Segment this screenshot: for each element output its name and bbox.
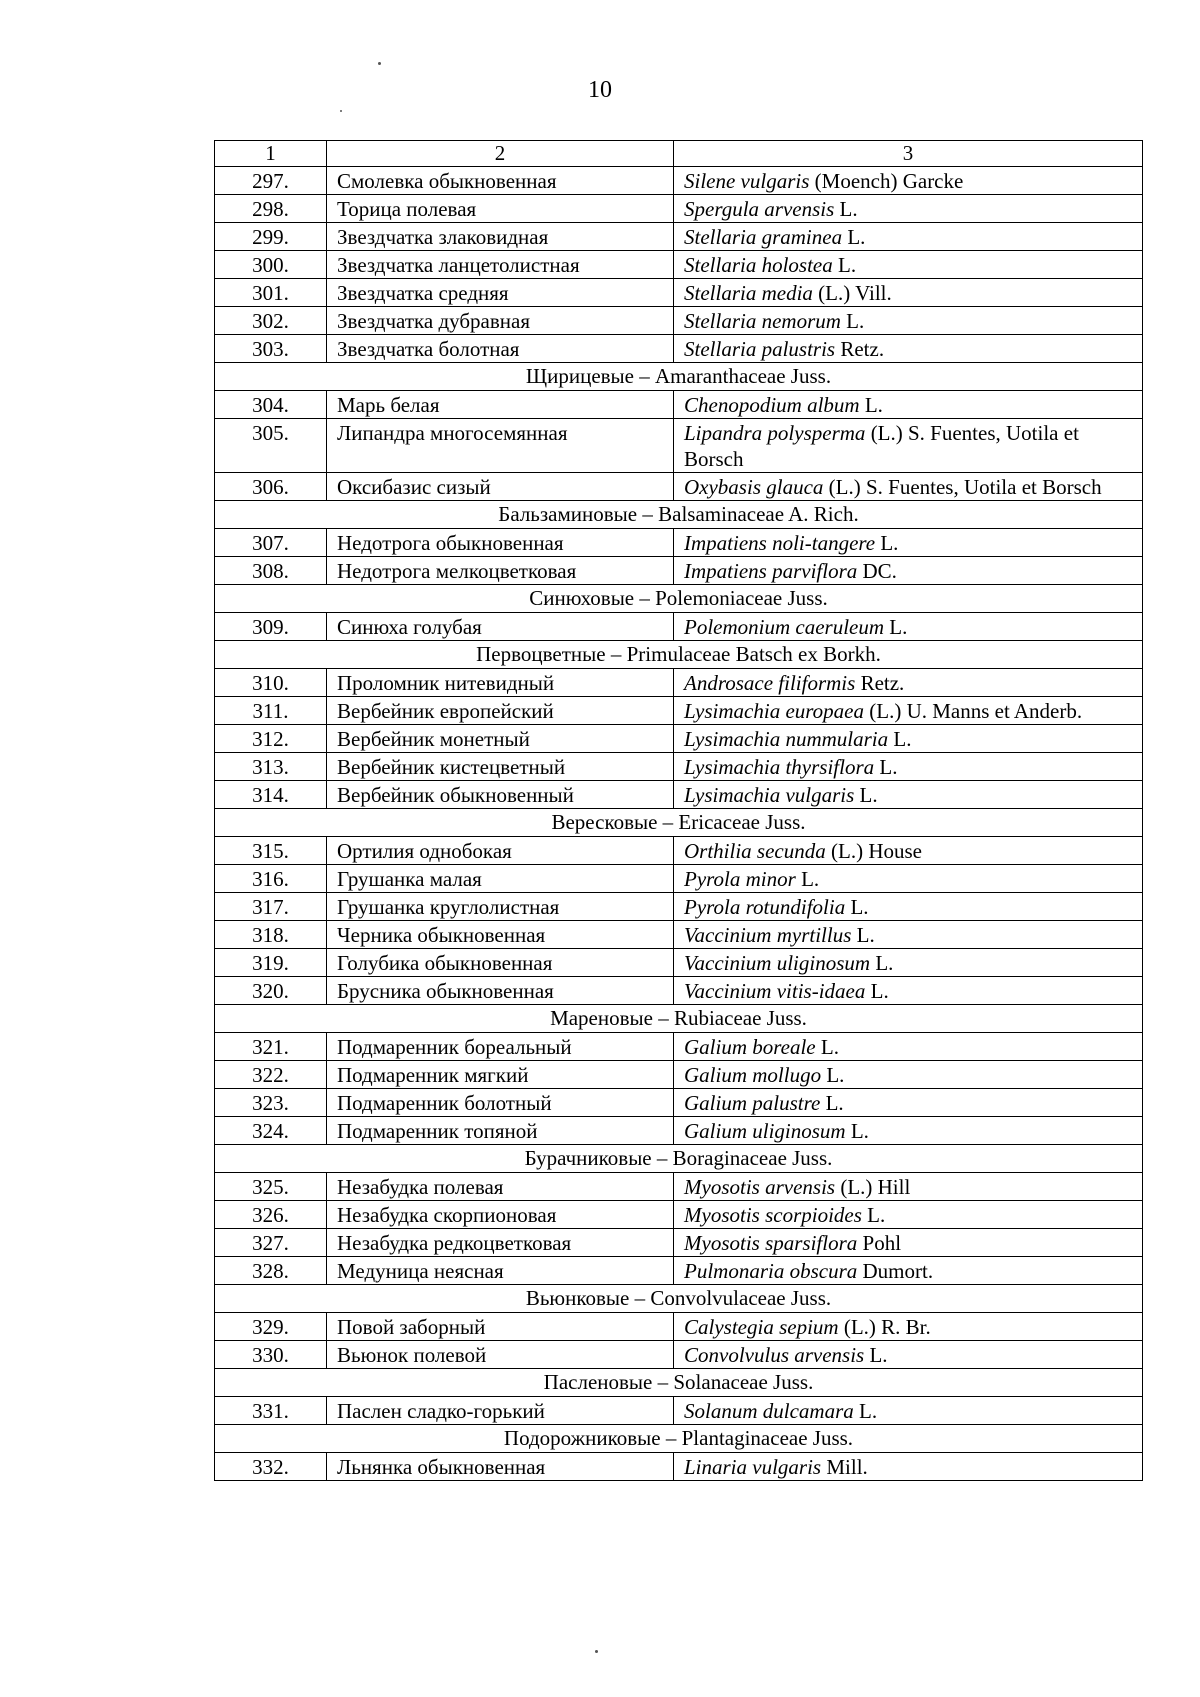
russian-name: Подмаренник топяной <box>327 1117 674 1145</box>
table-row <box>215 1033 1143 1061</box>
family-row <box>215 1145 1143 1173</box>
table-row <box>215 1173 1143 1201</box>
column-header-latin-name: 3 <box>674 141 1143 167</box>
species-number: 307. <box>215 529 327 557</box>
family-row <box>215 1005 1143 1033</box>
species-number: 320. <box>215 977 327 1005</box>
table-row <box>215 865 1143 893</box>
species-number: 311. <box>215 697 327 725</box>
table-row <box>215 949 1143 977</box>
russian-name: Вербейник европейский <box>327 697 674 725</box>
latin-name <box>674 223 1143 251</box>
latin-binomial: Myosotis arvensis <box>684 1175 836 1199</box>
table-row <box>215 669 1143 697</box>
header-row <box>215 141 1143 167</box>
table-row <box>215 167 1143 195</box>
family-heading: Мареновые – Rubiaceae Juss. <box>215 1005 1143 1033</box>
family-heading: Первоцветные – Primulaceae Batsch ex Borkh. <box>215 641 1143 669</box>
latin-binomial: Lysimachia vulgaris <box>684 783 855 807</box>
taxon-author: L. <box>879 755 898 779</box>
taxon-author: (L.) R. Br. <box>843 1315 931 1339</box>
species-number: 310. <box>215 669 327 697</box>
russian-name: Брусника обыкновенная <box>327 977 674 1005</box>
table-body <box>215 167 1143 1481</box>
species-number: 304. <box>215 391 327 419</box>
taxon-author: (L.) House <box>831 839 922 863</box>
column-header-number: 1 <box>215 141 327 167</box>
latin-name <box>674 1313 1143 1341</box>
russian-name: Торица полевая <box>327 195 674 223</box>
russian-name: Звездчатка ланцетолистная <box>327 251 674 279</box>
latin-name <box>674 1061 1143 1089</box>
latin-binomial: Pyrola rotundifolia <box>684 895 846 919</box>
table-row <box>215 921 1143 949</box>
species-number: 326. <box>215 1201 327 1229</box>
russian-name: Незабудка полевая <box>327 1173 674 1201</box>
latin-name <box>674 1257 1143 1285</box>
species-number: 318. <box>215 921 327 949</box>
russian-name: Ортилия однобокая <box>327 837 674 865</box>
russian-name: Звездчатка злаковидная <box>327 223 674 251</box>
latin-name <box>674 977 1143 1005</box>
taxon-author: L. <box>889 615 908 639</box>
table-row <box>215 1397 1143 1425</box>
latin-name <box>674 1117 1143 1145</box>
taxon-author: Retz. <box>860 671 905 695</box>
species-number: 325. <box>215 1173 327 1201</box>
russian-name: Звездчатка болотная <box>327 335 674 363</box>
latin-binomial: Silene vulgaris <box>684 169 810 193</box>
table-row <box>215 557 1143 585</box>
latin-binomial: Polemonium caeruleum <box>684 615 885 639</box>
latin-binomial: Pyrola minor <box>684 867 796 891</box>
latin-binomial: Androsace filiformis <box>684 671 856 695</box>
taxon-author: Mill. <box>826 1455 868 1479</box>
species-number: 309. <box>215 613 327 641</box>
species-number: 305. <box>215 419 327 473</box>
latin-name <box>674 419 1143 473</box>
family-heading: Щирицевые – Amaranthaceae Juss. <box>215 363 1143 391</box>
latin-name <box>674 335 1143 363</box>
taxon-author: L. <box>867 1203 886 1227</box>
russian-name: Вербейник монетный <box>327 725 674 753</box>
latin-name <box>674 893 1143 921</box>
table-row <box>215 781 1143 809</box>
family-heading: Вересковые – Ericaceae Juss. <box>215 809 1143 837</box>
taxon-author: (Moench) Garcke <box>814 169 964 193</box>
species-number: 313. <box>215 753 327 781</box>
family-row <box>215 1425 1143 1453</box>
taxon-author: L. <box>825 1091 844 1115</box>
latin-binomial: Stellaria holostea <box>684 253 833 277</box>
table-row <box>215 977 1143 1005</box>
latin-name <box>674 1453 1143 1481</box>
latin-binomial: Orthilia secunda <box>684 839 826 863</box>
latin-binomial: Galium uliginosum <box>684 1119 846 1143</box>
russian-name: Вербейник кистецветный <box>327 753 674 781</box>
latin-binomial: Pulmonaria obscura <box>684 1259 858 1283</box>
latin-binomial: Oxybasis glauca <box>684 475 824 499</box>
latin-name <box>674 1089 1143 1117</box>
species-number: 308. <box>215 557 327 585</box>
latin-name <box>674 1229 1143 1257</box>
taxon-author: L. <box>859 783 878 807</box>
taxon-author: L. <box>801 867 820 891</box>
species-number: 302. <box>215 307 327 335</box>
latin-name <box>674 1173 1143 1201</box>
family-row <box>215 1369 1143 1397</box>
species-number: 329. <box>215 1313 327 1341</box>
russian-name: Грушанка малая <box>327 865 674 893</box>
species-number: 299. <box>215 223 327 251</box>
russian-name: Недотрога мелкоцветковая <box>327 557 674 585</box>
russian-name: Подмаренник мягкий <box>327 1061 674 1089</box>
taxon-author: (L.) U. Manns et Anderb. <box>869 699 1083 723</box>
family-row <box>215 1285 1143 1313</box>
latin-name <box>674 529 1143 557</box>
latin-name <box>674 1033 1143 1061</box>
taxon-author: L. <box>875 951 894 975</box>
species-number: 321. <box>215 1033 327 1061</box>
taxon-author: L. <box>864 393 883 417</box>
table-row <box>215 613 1143 641</box>
table-row <box>215 1313 1143 1341</box>
species-number: 330. <box>215 1341 327 1369</box>
species-number: 300. <box>215 251 327 279</box>
latin-binomial: Lysimachia nummularia <box>684 727 889 751</box>
latin-name <box>674 251 1143 279</box>
table-row <box>215 251 1143 279</box>
column-header-russian-name: 2 <box>327 141 674 167</box>
taxon-author: L. <box>870 979 889 1003</box>
taxon-author: L. <box>838 253 857 277</box>
latin-binomial: Stellaria nemorum <box>684 309 841 333</box>
family-heading: Пасленовые – Solanaceae Juss. <box>215 1369 1143 1397</box>
latin-name <box>674 865 1143 893</box>
latin-name <box>674 613 1143 641</box>
family-heading: Бурачниковые – Boraginaceae Juss. <box>215 1145 1143 1173</box>
taxon-author: L. <box>847 225 866 249</box>
species-number: 322. <box>215 1061 327 1089</box>
species-number: 331. <box>215 1397 327 1425</box>
table-row <box>215 223 1143 251</box>
species-number: 327. <box>215 1229 327 1257</box>
latin-binomial: Solanum dulcamara <box>684 1399 854 1423</box>
russian-name: Вербейник обыкновенный <box>327 781 674 809</box>
table-row <box>215 837 1143 865</box>
russian-name: Медуница неясная <box>327 1257 674 1285</box>
latin-binomial: Lysimachia europaea <box>684 699 864 723</box>
taxon-author: L. <box>846 309 865 333</box>
latin-name <box>674 195 1143 223</box>
latin-binomial: Vaccinium myrtillus <box>684 923 852 947</box>
species-number: 312. <box>215 725 327 753</box>
table-row <box>215 753 1143 781</box>
species-number: 324. <box>215 1117 327 1145</box>
latin-binomial: Chenopodium album <box>684 393 860 417</box>
table-row <box>215 1341 1143 1369</box>
russian-name: Черника обыкновенная <box>327 921 674 949</box>
russian-name: Льнянка обыкновенная <box>327 1453 674 1481</box>
taxon-author: L. <box>859 1399 878 1423</box>
species-number: 328. <box>215 1257 327 1285</box>
latin-name <box>674 1397 1143 1425</box>
scan-speck <box>595 1650 598 1653</box>
russian-name: Липандра многосемянная <box>327 419 674 473</box>
latin-binomial: Vaccinium uliginosum <box>684 951 871 975</box>
latin-name <box>674 167 1143 195</box>
taxon-author: L. <box>850 1119 869 1143</box>
latin-binomial: Convolvulus arvensis <box>684 1343 865 1367</box>
family-row <box>215 585 1143 613</box>
latin-name <box>674 921 1143 949</box>
latin-name <box>674 753 1143 781</box>
table-row <box>215 1229 1143 1257</box>
taxon-author: Pohl <box>862 1231 902 1255</box>
family-heading: Бальзаминовые – Balsaminaceae A. Rich. <box>215 501 1143 529</box>
species-number: 316. <box>215 865 327 893</box>
latin-name <box>674 473 1143 501</box>
russian-name: Грушанка круглолистная <box>327 893 674 921</box>
russian-name: Повой заборный <box>327 1313 674 1341</box>
latin-binomial: Stellaria palustris <box>684 337 836 361</box>
russian-name: Подмаренник болотный <box>327 1089 674 1117</box>
latin-name <box>674 669 1143 697</box>
latin-binomial: Lipandra polysperma <box>684 421 866 445</box>
family-row <box>215 363 1143 391</box>
latin-binomial: Stellaria graminea <box>684 225 843 249</box>
taxon-author: L. <box>850 895 869 919</box>
russian-name: Вьюнок полевой <box>327 1341 674 1369</box>
scan-speck <box>340 110 342 112</box>
latin-name <box>674 949 1143 977</box>
taxon-author: Retz. <box>840 337 885 361</box>
species-number: 315. <box>215 837 327 865</box>
latin-binomial: Galium palustre <box>684 1091 821 1115</box>
latin-binomial: Impatiens noli-tangere <box>684 531 876 555</box>
russian-name: Незабудка редкоцветковая <box>327 1229 674 1257</box>
table-row <box>215 195 1143 223</box>
family-heading: Подорожниковые – Plantaginaceae Juss. <box>215 1425 1143 1453</box>
russian-name: Подмаренник бореальный <box>327 1033 674 1061</box>
taxon-author: (L.) S. Fuentes, Uotila et Borsch <box>684 421 1079 471</box>
taxon-author: L. <box>880 531 899 555</box>
latin-name <box>674 1341 1143 1369</box>
russian-name: Оксибазис сизый <box>327 473 674 501</box>
species-number: 303. <box>215 335 327 363</box>
latin-binomial: Impatiens parviflora <box>684 559 858 583</box>
russian-name: Проломник нитевидный <box>327 669 674 697</box>
species-number: 319. <box>215 949 327 977</box>
russian-name: Синюха голубая <box>327 613 674 641</box>
species-number: 332. <box>215 1453 327 1481</box>
russian-name: Звездчатка средняя <box>327 279 674 307</box>
table-row <box>215 279 1143 307</box>
russian-name: Марь белая <box>327 391 674 419</box>
latin-binomial: Galium boreale <box>684 1035 816 1059</box>
table-row <box>215 697 1143 725</box>
russian-name: Смолевка обыкновенная <box>327 167 674 195</box>
taxon-author: (L.) Vill. <box>818 281 892 305</box>
taxon-author: L. <box>856 923 875 947</box>
family-row <box>215 501 1143 529</box>
latin-binomial: Galium mollugo <box>684 1063 822 1087</box>
russian-name: Недотрога обыкновенная <box>327 529 674 557</box>
taxon-author: L. <box>869 1343 888 1367</box>
table-row <box>215 335 1143 363</box>
table-row <box>215 1061 1143 1089</box>
latin-binomial: Stellaria media <box>684 281 813 305</box>
latin-name <box>674 391 1143 419</box>
latin-binomial: Spergula arvensis <box>684 197 835 221</box>
species-number: 317. <box>215 893 327 921</box>
species-number: 298. <box>215 195 327 223</box>
latin-binomial: Linaria vulgaris <box>684 1455 822 1479</box>
russian-name: Звездчатка дубравная <box>327 307 674 335</box>
table-row <box>215 893 1143 921</box>
table-row <box>215 419 1143 473</box>
latin-binomial: Calystegia sepium <box>684 1315 839 1339</box>
species-table <box>214 140 1143 1481</box>
russian-name: Голубика обыкновенная <box>327 949 674 977</box>
family-row <box>215 641 1143 669</box>
family-heading: Синюховые – Polemoniaceae Juss. <box>215 585 1143 613</box>
taxon-author: L. <box>839 197 858 221</box>
taxon-author: L. <box>820 1035 839 1059</box>
table-header <box>215 141 1143 167</box>
table-row <box>215 1117 1143 1145</box>
table-row <box>215 1453 1143 1481</box>
table-row <box>215 307 1143 335</box>
latin-name <box>674 725 1143 753</box>
page-number: 10 <box>588 77 612 103</box>
table-row <box>215 529 1143 557</box>
table-row <box>215 1201 1143 1229</box>
taxon-author: L. <box>893 727 912 751</box>
table-row <box>215 1257 1143 1285</box>
latin-binomial: Myosotis sparsiflora <box>684 1231 858 1255</box>
russian-name: Незабудка скорпионовая <box>327 1201 674 1229</box>
family-row <box>215 809 1143 837</box>
table-row <box>215 473 1143 501</box>
table-row <box>215 391 1143 419</box>
russian-name: Паслен сладко-горький <box>327 1397 674 1425</box>
taxon-author: L. <box>826 1063 845 1087</box>
taxon-author: (L.) S. Fuentes, Uotila et Borsch <box>828 475 1102 499</box>
latin-binomial: Myosotis scorpioides <box>684 1203 862 1227</box>
latin-name <box>674 837 1143 865</box>
latin-name <box>674 279 1143 307</box>
family-heading: Вьюнковые – Convolvulaceae Juss. <box>215 1285 1143 1313</box>
scan-speck <box>378 62 381 65</box>
latin-name <box>674 781 1143 809</box>
latin-name <box>674 1201 1143 1229</box>
latin-name <box>674 697 1143 725</box>
table-row <box>215 1089 1143 1117</box>
taxon-author: DC. <box>862 559 897 583</box>
species-number: 323. <box>215 1089 327 1117</box>
taxon-author: (L.) Hill <box>840 1175 911 1199</box>
species-number: 297. <box>215 167 327 195</box>
taxon-author: Dumort. <box>862 1259 934 1283</box>
species-number: 314. <box>215 781 327 809</box>
table-row <box>215 725 1143 753</box>
latin-binomial: Vaccinium vitis-idaea <box>684 979 866 1003</box>
latin-binomial: Lysimachia thyrsiflora <box>684 755 875 779</box>
species-number: 306. <box>215 473 327 501</box>
latin-name <box>674 307 1143 335</box>
latin-name <box>674 557 1143 585</box>
species-number: 301. <box>215 279 327 307</box>
